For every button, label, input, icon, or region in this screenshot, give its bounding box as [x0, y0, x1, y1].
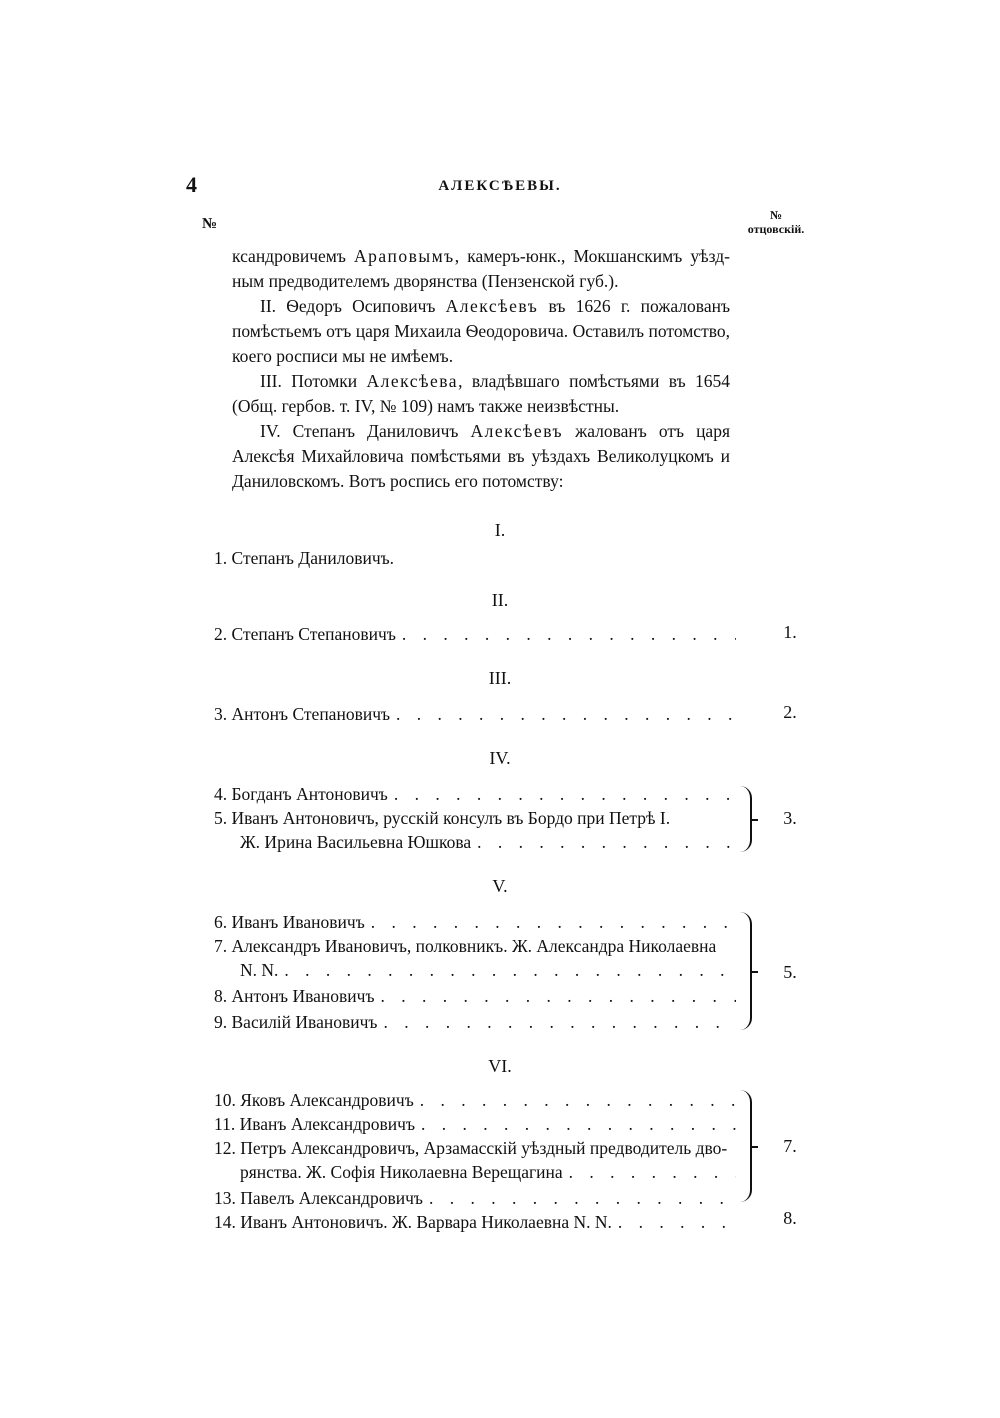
father-number-2: 2.: [783, 702, 797, 722]
leader-dots: [377, 1010, 736, 1034]
father-number-4: 5.: [783, 962, 797, 982]
intro-p3-name: Алексѣева: [366, 371, 459, 391]
intro-p2-start: II. Ѳедоръ Осиповичъ: [260, 296, 446, 316]
entry-text: 14. Иванъ Антоновичъ. Ж. Варвара Николаевна N. N.: [214, 1212, 612, 1232]
entry-text: 3. Антонъ Степановичъ: [214, 704, 391, 724]
father-number-5: 7.: [783, 1136, 797, 1156]
column-label-number: №: [202, 216, 218, 232]
generation-heading-4: IV.: [489, 748, 511, 768]
leader-dots: [365, 910, 736, 934]
genealogy-entry-12: [214, 1136, 736, 1160]
intro-p4-name: Алексѣевъ: [470, 421, 564, 441]
entry-text: 5. Иванъ Антоновичъ, русскій консулъ въ Бордо при Петрѣ I.: [214, 808, 671, 828]
leader-dots: [388, 782, 736, 806]
genealogy-entry-12-continued: [240, 1160, 736, 1184]
generation-heading-2: II.: [491, 590, 509, 610]
genealogy-entry-7: [214, 934, 736, 958]
genealogy-entry-1: [214, 546, 736, 570]
intro-paragraph-3: [232, 369, 730, 419]
leader-dots: [414, 1088, 736, 1112]
intro-p2-name: Алексѣевъ: [445, 296, 539, 316]
entry-text: 4. Богданъ Антоновичъ: [214, 784, 388, 804]
entry-text: 7. Александръ Ивановичъ, полковникъ. Ж. Александра Николаевна: [214, 936, 717, 956]
entry-text: 12. Петръ Александровичъ, Арзамасскій уѣздный предводитель дво-: [214, 1138, 728, 1158]
leader-dots: [396, 622, 736, 646]
leader-dots: [612, 1210, 736, 1234]
genealogy-entry-8: [214, 984, 736, 1008]
intro-p1-end: , камеръ-юнк., Мокшанскимъ уѣзд-ным предводителемъ дворянства (Пензенской губ.).: [232, 246, 730, 291]
generation-heading-5: V.: [492, 876, 508, 896]
column-label-father-number: [736, 208, 816, 236]
entry-text: 8. Антонъ Ивановичъ: [214, 986, 375, 1006]
grouping-brace: [736, 912, 752, 1030]
intro-p3-end: , владѣвшаго помѣстьями въ 1654 (Общ. гербов. т. IV, № 109) намъ также неизвѣстны.: [232, 371, 730, 416]
intro-p4-end: жалованъ отъ царя Алексѣя Михайловича помѣстьями въ уѣздахъ Великолуцкомъ и Даниловскомъ. Вотъ роспись его потомству:: [232, 421, 730, 491]
grouping-brace: [736, 786, 752, 852]
leader-dots: [423, 1186, 736, 1210]
leader-dots: [563, 1160, 736, 1184]
leader-dots: [278, 958, 736, 982]
intro-paragraph-4: [232, 419, 730, 494]
leader-dots: [375, 984, 737, 1008]
grouping-brace: [736, 1090, 752, 1202]
leader-dots: [471, 830, 736, 854]
father-number-6: 8.: [783, 1208, 797, 1228]
intro-p1-start: ксандровичемъ: [232, 246, 355, 266]
intro-p2-end: въ 1626 г. пожалованъ помѣстьемъ отъ царя Михаила Ѳеодоровича. Оставилъ потомство, коего росписи мы не имѣемъ.: [232, 296, 730, 366]
intro-p3-start: III. Потомки: [260, 371, 367, 391]
column-label-father-word: отцовскій.: [747, 222, 805, 236]
genealogy-entry-5-continued: [240, 830, 736, 854]
genealogy-entry-6: [214, 910, 736, 934]
intro-text: [232, 244, 730, 494]
intro-p1-name: Араповымъ: [354, 246, 455, 266]
genealogy-entry-14: [214, 1210, 736, 1234]
generation-heading-1: I.: [494, 520, 506, 540]
father-number-1: 1.: [783, 622, 797, 642]
genealogy-entry-11: [214, 1112, 736, 1136]
intro-paragraph-2: [232, 294, 730, 369]
genealogy-entry-13: [214, 1186, 736, 1210]
genealogy-entry-10: [214, 1088, 736, 1112]
intro-p4-start: IV. Степанъ Даниловичъ: [260, 421, 471, 441]
father-number-3: 3.: [783, 808, 797, 828]
entry-text-continued: рянства. Ж. Софія Николаевна Верещагина: [240, 1162, 563, 1182]
page-number: 4: [186, 172, 197, 197]
leader-dots: [390, 702, 736, 726]
entry-text-continued: N. N.: [240, 960, 279, 980]
running-title: АЛЕКСѢЕВЫ.: [438, 178, 562, 194]
entry-text: 9. Василій Ивановичъ: [214, 1012, 378, 1032]
entry-text: 10. Яковъ Александровичъ: [214, 1090, 414, 1110]
column-label-father-symbol: №: [769, 208, 783, 222]
generation-heading-6: VI.: [488, 1056, 512, 1076]
entry-text-continued: Ж. Ирина Васильевна Юшкова: [240, 832, 472, 852]
genealogy-entry-3: [214, 702, 736, 726]
genealogy-entry-9: [214, 1010, 736, 1034]
entry-text: 6. Иванъ Ивановичъ: [214, 912, 365, 932]
entry-text: 1. Степанъ Даниловичъ.: [214, 548, 395, 568]
genealogy-entry-5: [214, 806, 736, 830]
entry-text: 13. Павелъ Александровичъ: [214, 1188, 423, 1208]
genealogy-entry-4: [214, 782, 736, 806]
leader-dots: [415, 1112, 736, 1136]
intro-paragraph-1: [232, 244, 730, 294]
genealogy-entry-2: [214, 622, 736, 646]
entry-text: 2. Степанъ Степановичъ: [214, 624, 396, 644]
entry-text: 11. Иванъ Александровичъ: [214, 1114, 416, 1134]
generation-heading-3: III.: [488, 668, 512, 688]
genealogy-entry-7-continued: [240, 958, 736, 982]
